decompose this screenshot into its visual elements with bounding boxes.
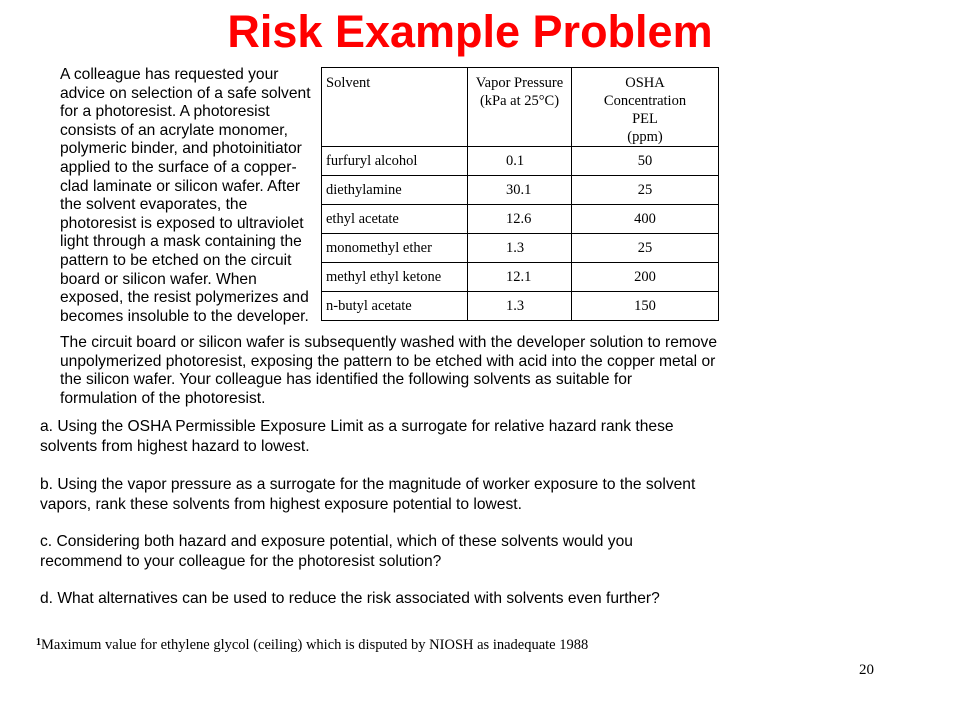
cell-pel: 200: [572, 263, 719, 292]
slide-title: Risk Example Problem: [227, 6, 713, 57]
cell-pel: 150: [572, 292, 719, 321]
cell-vapor: 12.1: [468, 263, 572, 292]
cell-vapor: 0.1: [468, 147, 572, 176]
cell-pel: 50: [572, 147, 719, 176]
cell-solvent: n-butyl acetate: [322, 292, 468, 321]
cell-solvent: monomethyl ether: [322, 234, 468, 263]
cell-pel: 25: [572, 234, 719, 263]
question-b: b. Using the vapor pressure as a surrogate for the magnitude of worker exposure to the solvent vapors, rank these solvents from highest exposure potential to lowest.: [40, 476, 696, 513]
question-a: a. Using the OSHA Permissible Exposure Limit as a surrogate for relative hazard rank these solvents from highest hazard to lowest.: [40, 418, 674, 455]
footnote: [36, 637, 588, 654]
cell-solvent: diethylamine: [322, 176, 468, 205]
footnote-marker: 1: [36, 637, 41, 648]
cell-vapor: 30.1: [468, 176, 572, 205]
table-row: [322, 147, 719, 176]
cell-solvent: ethyl acetate: [322, 205, 468, 234]
solvent-table: [321, 67, 719, 321]
continuation-paragraph: The circuit board or silicon wafer is subsequently washed with the developer solution to remove unpolymerized photoresist, exposing the pattern to be etched with acid into the copper metal or the silicon wafer. Your colleague has identified the following solvents as suitable for formulation of the photoresist.: [60, 334, 718, 407]
table-row: [322, 292, 719, 321]
cell-vapor: 1.3: [468, 292, 572, 321]
cell-vapor: 12.6: [468, 205, 572, 234]
header-osha-pel: OSHA Concentration PEL (ppm): [572, 68, 719, 147]
footnote-text: Maximum value for ethylene glycol (ceiling) which is disputed by NIOSH as inadequate 1988: [41, 637, 589, 653]
cell-pel: 400: [572, 205, 719, 234]
cell-pel: 25: [572, 176, 719, 205]
table-row: [322, 263, 719, 292]
cell-vapor: 1.3: [468, 234, 572, 263]
table-header-row: [322, 68, 719, 147]
table-row: [322, 205, 719, 234]
intro-paragraph: A colleague has requested your advice on selection of a safe solvent for a photoresist. A photoresist consists of an acrylate monomer, polymeric binder, and photoinitiator applied to the surface of a copper- clad laminate or silicon wafer. After the solvent evaporates, the photoresist is exposed to ultraviolet light through a mask containing the pattern to be etched on the circuit board or silicon wafer. When exposed, the resist polymerizes and becomes insoluble to the developer.: [60, 66, 311, 325]
table-row: [322, 234, 719, 263]
cell-solvent: furfuryl alcohol: [322, 147, 468, 176]
page-number: 20: [859, 662, 874, 678]
question-d: d. What alternatives can be used to reduce the risk associated with solvents even further?: [40, 590, 660, 607]
header-solvent: Solvent: [322, 68, 468, 147]
cell-solvent: methyl ethyl ketone: [322, 263, 468, 292]
table-row: [322, 176, 719, 205]
header-vapor-pressure: Vapor Pressure (kPa at 25°C): [468, 68, 572, 147]
question-c: c. Considering both hazard and exposure potential, which of these solvents would you recommend to your colleague for the photoresist solution?: [40, 533, 633, 570]
